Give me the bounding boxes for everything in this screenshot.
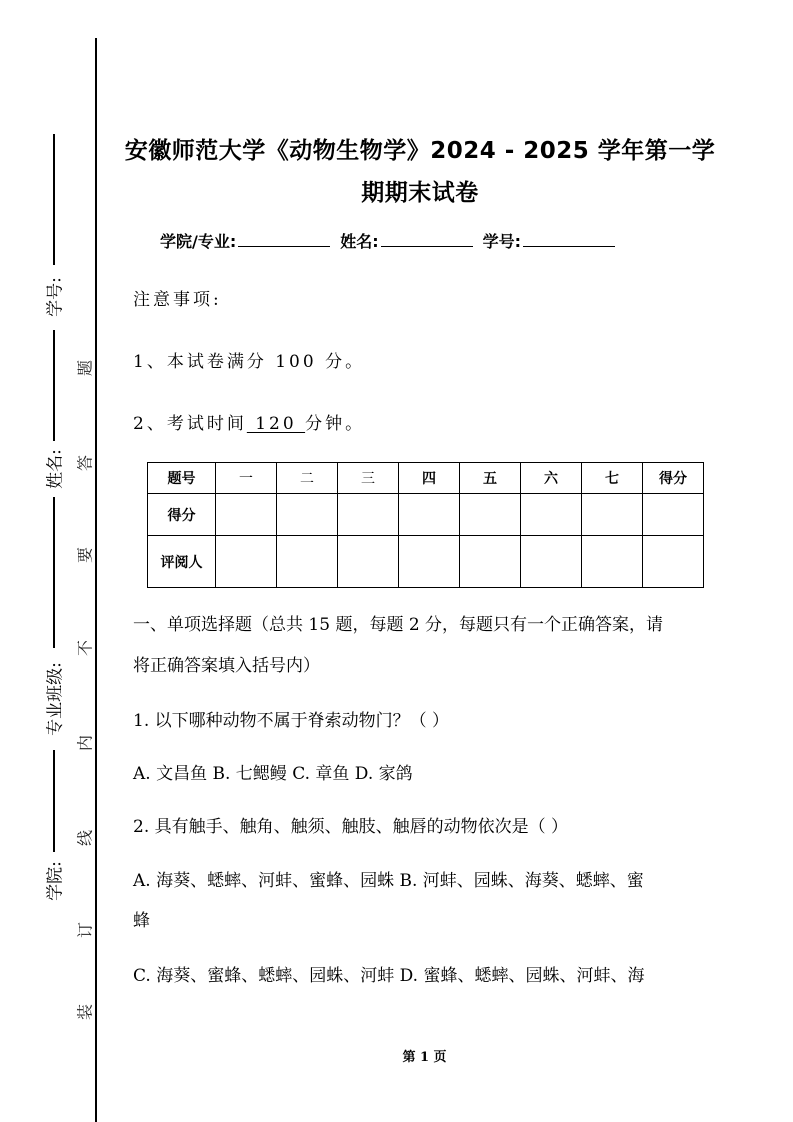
score-cell[interactable] (643, 494, 704, 536)
score-row (148, 494, 704, 536)
question-2-options-line2: 蜂 (133, 911, 150, 931)
college-major-label: 学院/专业: (160, 232, 237, 251)
header-cell: 二 (277, 463, 338, 494)
reviewer-cell[interactable] (643, 536, 704, 588)
notice-item-2-suffix: 分钟。 (305, 414, 366, 434)
header-cell: 五 (460, 463, 521, 494)
row-label: 评阅人 (148, 536, 216, 588)
question-1-stem: 1. 以下哪种动物不属于脊索动物门？（ ） (133, 711, 450, 731)
reviewer-cell[interactable] (216, 536, 277, 588)
class-blank-line (53, 497, 55, 648)
section1-heading-line1: 一、单项选择题（总共 15 题，每题 2 分，每题只有一个正确答案，请 (133, 615, 664, 635)
notice-heading: 注意事项: (133, 290, 222, 310)
reviewer-cell[interactable] (582, 536, 643, 588)
student-id-field[interactable] (523, 230, 615, 247)
college-major-field[interactable] (238, 230, 330, 247)
warning-char: 订 (75, 921, 95, 939)
header-cell: 六 (521, 463, 582, 494)
reviewer-cell[interactable] (338, 536, 399, 588)
margin-college-label: 学院: (41, 859, 66, 903)
score-table-header-row (148, 463, 704, 494)
student-id-blank-line (53, 134, 55, 265)
notice-item-2-prefix: 2、考试时间 (133, 414, 247, 434)
score-table (147, 462, 704, 588)
header-cell: 题号 (148, 463, 216, 494)
question-1-options: A. 文昌鱼 B. 七鳃鳗 C. 章鱼 D. 家鸽 (133, 764, 413, 784)
score-cell[interactable] (216, 494, 277, 536)
score-cell[interactable] (399, 494, 460, 536)
warning-char: 答 (75, 454, 95, 472)
header-cell: 得分 (643, 463, 704, 494)
warning-char: 题 (75, 359, 95, 377)
exam-duration-value: 120 (246, 414, 306, 434)
warning-char: 要 (75, 546, 95, 564)
header-cell: 三 (338, 463, 399, 494)
score-cell[interactable] (521, 494, 582, 536)
exam-title-line2: 期期末试卷 (361, 180, 479, 206)
question-2-options-line3: C. 海葵、蜜蜂、蟋蟀、园蛛、河蚌 D. 蜜蜂、蟋蟀、园蛛、河蚌、海 (133, 966, 645, 986)
name-field[interactable] (381, 230, 473, 247)
notice-item-2 (133, 409, 365, 434)
header-cell: 四 (399, 463, 460, 494)
exam-title-line1: 安徽师范大学《动物生物学》2024 - 2025 学年第一学 (124, 138, 716, 164)
name-label: 姓名: (340, 232, 379, 251)
name-blank-line (53, 330, 55, 441)
margin-class-label: 专业班级: (41, 660, 66, 738)
score-cell[interactable] (277, 494, 338, 536)
reviewer-cell[interactable] (277, 536, 338, 588)
reviewer-cell[interactable] (460, 536, 521, 588)
question-2-stem: 2. 具有触手、触角、触须、触肢、触唇的动物依次是（ ） (133, 817, 569, 837)
score-cell[interactable] (582, 494, 643, 536)
header-cell: 一 (216, 463, 277, 494)
reviewer-cell[interactable] (399, 536, 460, 588)
student-id-label: 学号: (482, 232, 522, 251)
reviewer-row (148, 536, 704, 588)
section1-heading-line2: 将正确答案填入括号内） (133, 656, 320, 676)
score-cell[interactable] (338, 494, 399, 536)
margin-student-id-label: 学号: (41, 275, 66, 319)
page-number: 第 1 页 (402, 1050, 447, 1065)
row-label: 得分 (148, 494, 216, 536)
margin-name-label: 姓名: (41, 447, 66, 491)
header-cell: 七 (582, 463, 643, 494)
score-cell[interactable] (460, 494, 521, 536)
student-info-row (160, 229, 625, 252)
question-2-options-line1: A. 海葵、蟋蟀、河蚌、蜜蜂、园蛛 B. 河蚌、园蛛、海葵、蟋蟀、蜜 (133, 871, 644, 891)
warning-char: 线 (75, 829, 95, 847)
reviewer-cell[interactable] (521, 536, 582, 588)
warning-char: 内 (75, 734, 95, 752)
warning-char: 不 (75, 639, 95, 657)
college-blank-line (53, 750, 55, 852)
warning-char: 装 (75, 1003, 95, 1021)
binding-line (95, 38, 97, 1122)
notice-item-1: 1、本试卷满分 100 分。 (133, 352, 366, 372)
